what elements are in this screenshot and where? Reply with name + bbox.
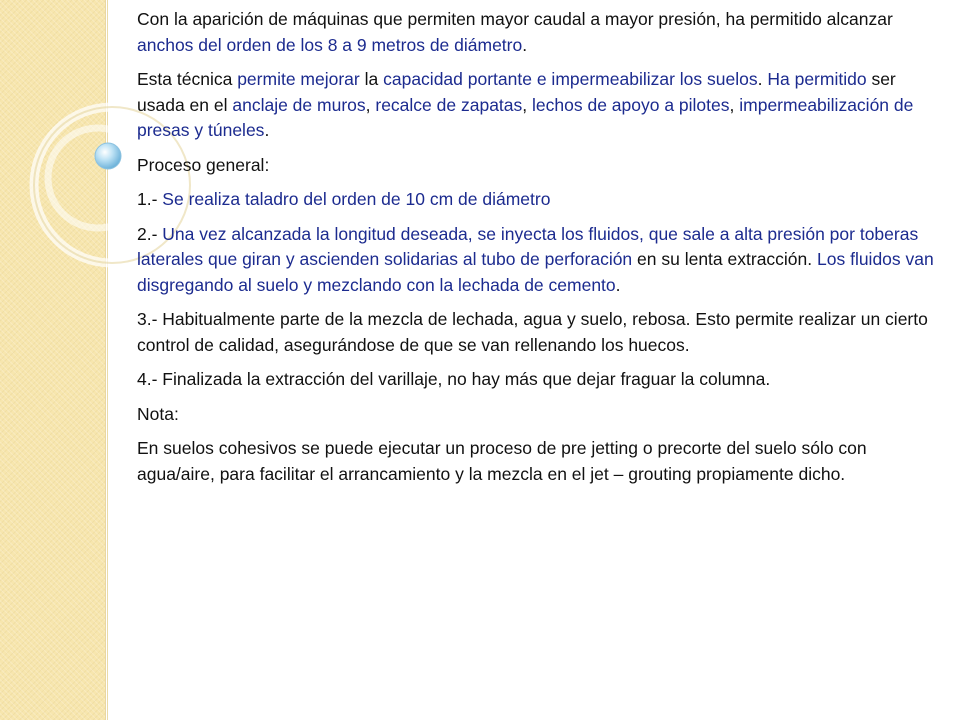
body-text: 2.- [137, 223, 163, 244]
paragraph-8 [137, 402, 937, 428]
highlighted-text: lechos de apoyo a pilotes [532, 94, 730, 115]
bubble-icon [95, 143, 121, 169]
body-text: 4.- Finalizada la extracción del varillaje, no hay más que dejar fraguar la columna. [137, 369, 771, 389]
body-text: . [615, 274, 621, 295]
middle-ring [48, 128, 148, 228]
body-text: . [264, 120, 270, 140]
body-text: ser usada en el [137, 69, 896, 115]
highlighted-text: Se realiza taladro del orden de 10 cm de diámetro [162, 189, 551, 209]
highlighted-text: anclaje de muros [232, 94, 366, 115]
paragraph-5 [137, 222, 937, 299]
body-text: Proceso general: [137, 154, 270, 175]
body-text: , [522, 94, 533, 115]
body-text: 3.- Habitualmente parte de la mezcla de lechada, agua y suelo, rebosa. Esto permite realizar un cierto control de calidad, asegurándose de que se van rellenando los huecos. [137, 309, 928, 355]
paragraph-3 [137, 153, 937, 179]
body-text: Esta técnica [137, 69, 238, 89]
paragraph-9 [137, 436, 937, 487]
highlighted-text: recalce de zapatas [375, 94, 523, 115]
paragraph-4 [137, 187, 937, 213]
body-text: la [359, 69, 384, 89]
body-text: Con la aparición de máquinas que permiten mayor caudal a mayor presión, ha permitido alcanzar [137, 9, 893, 29]
body-text: . [757, 69, 768, 89]
paragraph-2 [137, 67, 937, 144]
body-text: 1.- [137, 189, 163, 209]
highlighted-text: permite mejorar [237, 69, 360, 89]
highlighted-text: anchos del orden de los 8 a 9 metros de diámetro [137, 34, 523, 55]
body-text: , [729, 94, 740, 115]
paragraph-1 [137, 7, 937, 58]
highlighted-text: Ha permitido [767, 69, 867, 89]
highlighted-text: Los fluidos van disgregando al suelo y mezclando con la lechada de cemento [137, 249, 934, 295]
paragraph-6 [137, 307, 937, 358]
body-text: , [365, 94, 376, 115]
paragraph-7 [137, 367, 937, 393]
body-text: . [522, 34, 528, 55]
body-text: en su lenta extracción. [632, 249, 817, 269]
highlighted-text: impermeabilización de presas y túneles [137, 94, 914, 140]
highlighted-text: capacidad portante e impermeabilizar los suelos [383, 69, 758, 89]
slide-content [137, 7, 937, 496]
highlighted-text: Una vez alcanzada la longitud deseada, se inyecta los fluidos, que sale a alta presión por toberas laterales que giran y ascienden solidarias al tubo de perforación [137, 223, 919, 269]
body-text: Nota: [137, 403, 179, 424]
body-text: En suelos cohesivos se puede ejecutar un proceso de pre jetting o precorte del suelo sólo con agua/aire, para facilitar el arrancamiento y la mezcla en el jet – grouting propiamente dicho. [137, 438, 867, 484]
